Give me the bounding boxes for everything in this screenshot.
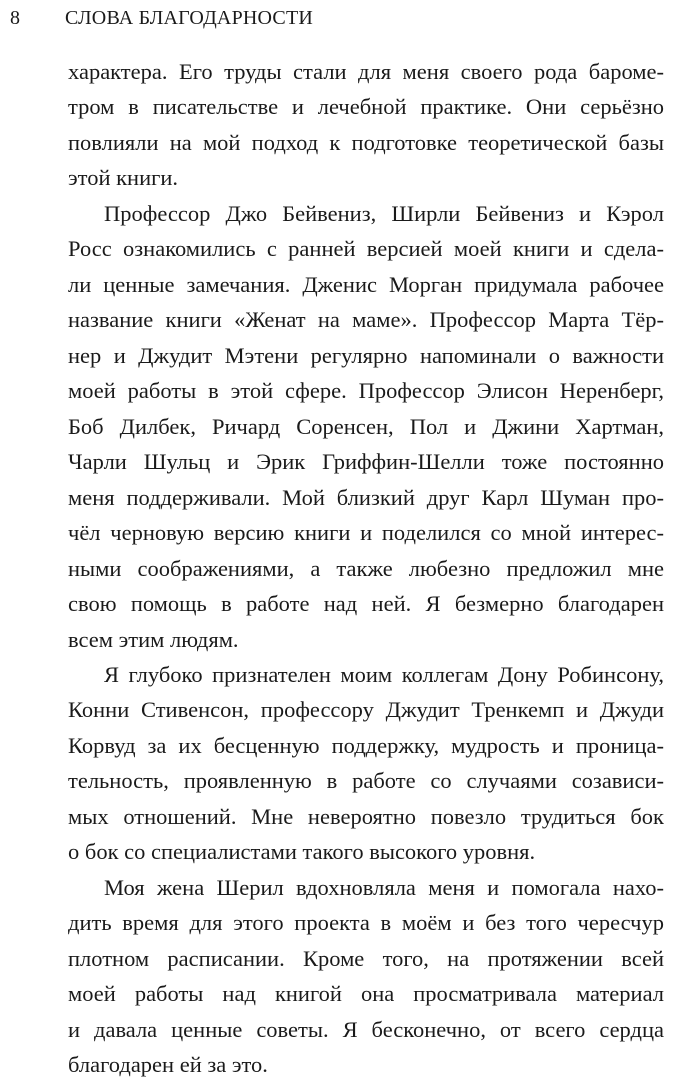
text-line: Боб Дилбек, Ричард Соренсен, Пол и Джини Хартман, [68, 413, 664, 439]
paragraph-first-line: Моя жена Шерил вдохновляла меня и помогала нахо- [104, 874, 664, 900]
text-line: и давала ценные советы. Я бесконечно, от всего сердца [68, 1016, 664, 1042]
text-line: благодарен ей за это. [68, 1052, 268, 1078]
text-line: о бок со специалистами такого высокого уровня. [68, 839, 536, 865]
text-line: Корвуд за их бесценную поддержку, мудрость и проница- [68, 732, 664, 758]
text-line: тром в писательстве и лечебной практике. Они серьёзно [68, 94, 664, 120]
text-line: название книги «Женат на маме». Профессор Марта Тёр- [68, 307, 664, 333]
paragraph-first-line: Я глубоко признателен моим коллегам Дону Робинсону, [104, 661, 664, 687]
text-line: тельность, проявленную в работе со случаями созависи- [68, 768, 664, 794]
text-line: мых отношений. Мне невероятно повезло трудиться бок [68, 803, 664, 829]
text-line: характера. Его труды стали для меня своего рода бароме- [68, 59, 664, 84]
text-line: моей работы над книгой она просматривала материал [68, 981, 664, 1007]
body-text [68, 54, 664, 1083]
running-head [10, 4, 313, 32]
text-line: повлияли на мой подход к подготовке теоретической базы [68, 129, 664, 155]
page-number: 8 [10, 7, 20, 29]
section-title: СЛОВА БЛАГОДАРНОСТИ [65, 7, 314, 29]
text-line: Росс ознакомились с ранней версией моей книги и сдела- [68, 236, 664, 262]
text-line: плотном расписании. Кроме того, на протяжении всей [68, 945, 664, 971]
text-line: ли ценные замечания. Дженис Морган придумала рабочее [68, 271, 664, 297]
text-line: меня поддерживали. Мой близкий друг Карл Шуман про- [68, 484, 664, 510]
text-line: дить время для этого проекта в моём и без того чересчур [68, 910, 664, 936]
text-line: чёл черновую версию книги и поделился со мной интерес- [68, 520, 664, 546]
text-line: ными соображениями, а также любезно предложил мне [68, 555, 664, 581]
text-line: Чарли Шульц и Эрик Гриффин-Шелли тоже постоянно [68, 449, 664, 475]
text-line: Конни Стивенсон, профессору Джудит Тренкемп и Джуди [68, 697, 664, 723]
text-line: этой книги. [68, 165, 179, 191]
text-line: моей работы в этой сфере. Профессор Элисон Неренберг, [68, 378, 664, 404]
text-line: всем этим людям. [68, 626, 239, 652]
paragraph-first-line: Профессор Джо Бейвениз, Ширли Бейвениз и Кэрол [104, 200, 664, 226]
text-line: свою помощь в работе над ней. Я безмерно благодарен [68, 591, 664, 617]
text-line: нер и Джудит Мэтени регулярно напоминали о важности [68, 342, 664, 368]
